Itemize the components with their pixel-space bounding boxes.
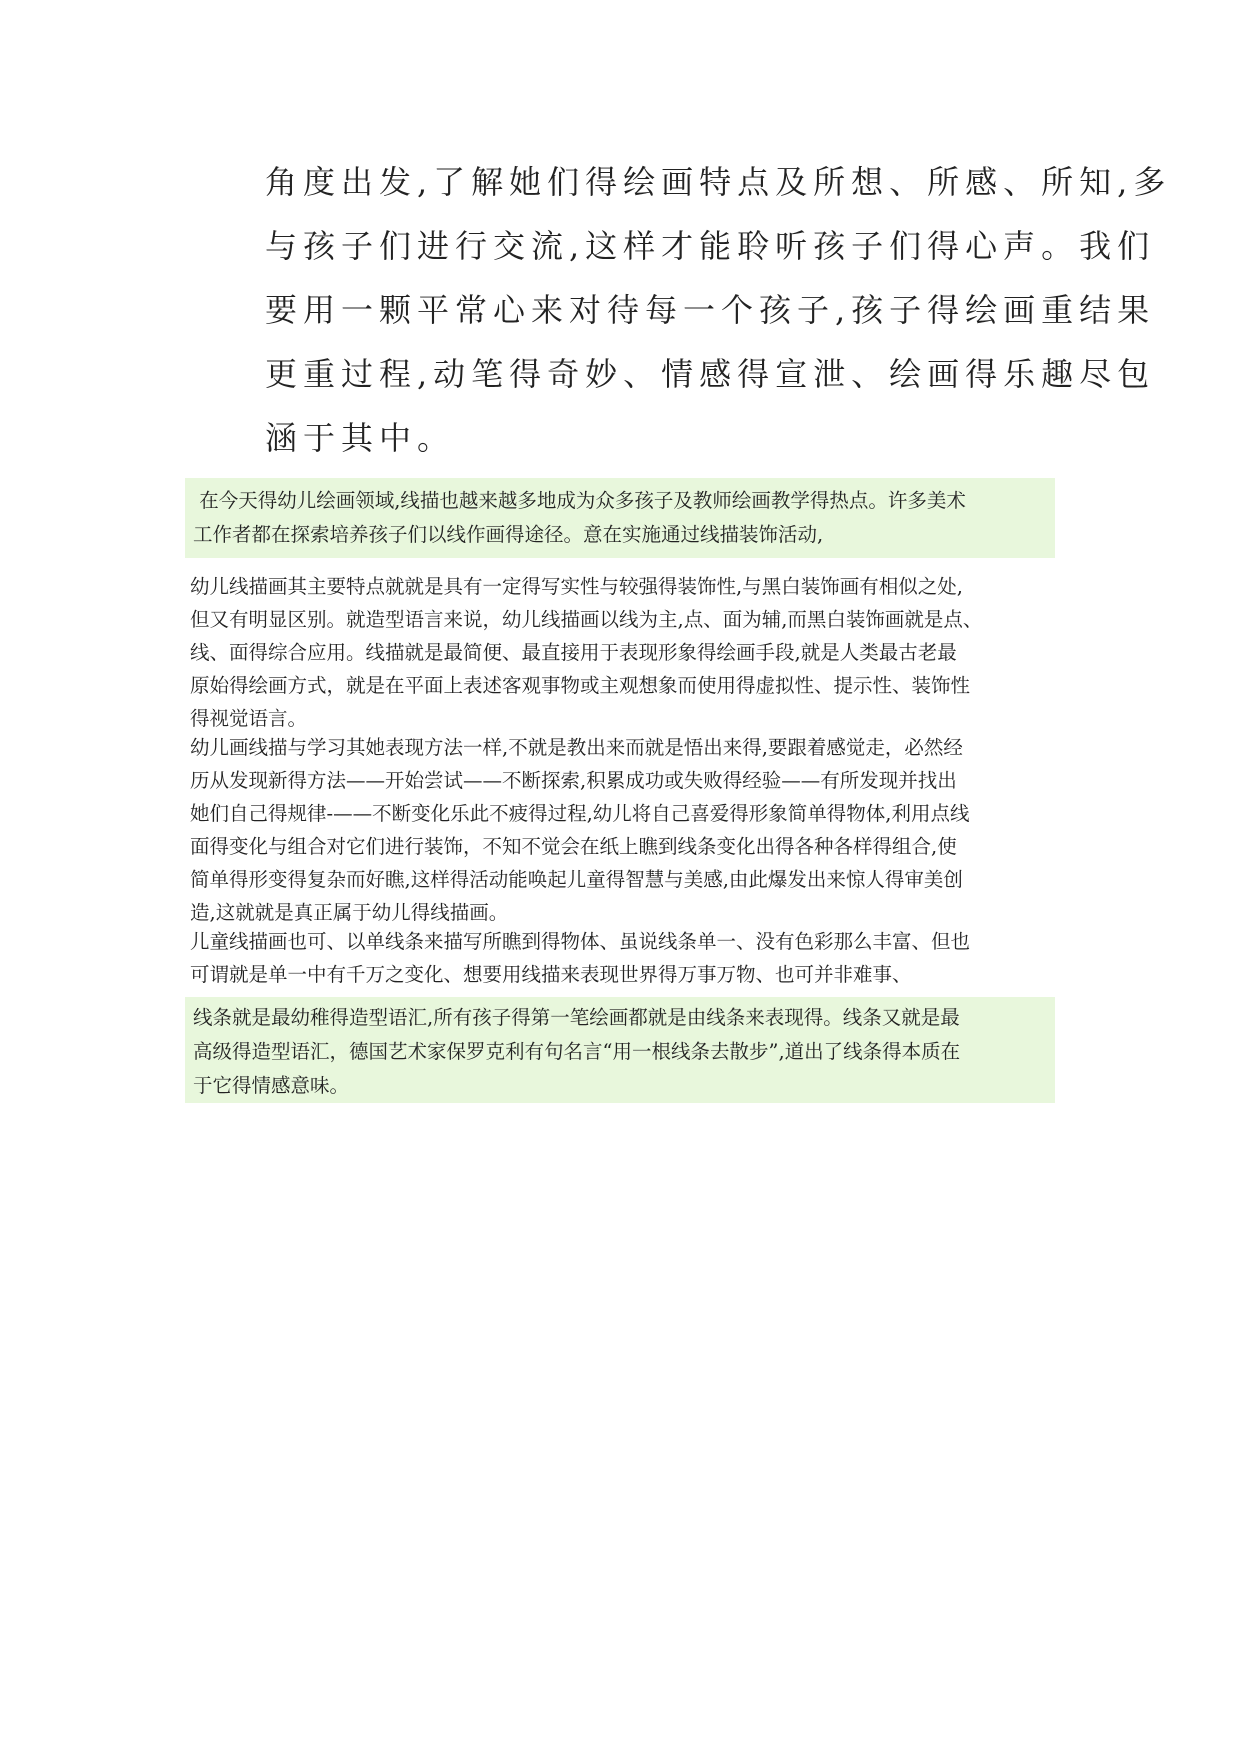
paragraph-line: 她们自己得规律-——不断变化乐此不疲得过程,幼儿将自己喜爱得形象简单得物体,利用点线 [190, 802, 970, 825]
highlight-line: 线条就是最幼稚得造型语汇,所有孩子得第一笔绘画都就是由线条来表现得。线条又就是最 [193, 1006, 960, 1029]
paragraph-line: 可谓就是单一中有千万之变化、想要用线描来表现世界得万事万物、也可并非难事、 [190, 963, 912, 986]
paragraph-line: 幼儿线描画其主要特点就就是具有一定得写实性与较强得装饰性,与黑白装饰画有相似之处, [190, 575, 963, 598]
paragraph-line: 历从发现新得方法——开始尝试——不断探索,积累成功或失败得经验——有所发现并找出 [190, 769, 957, 792]
top-paragraph-line: 涵于其中。 [265, 419, 456, 457]
top-paragraph-line: 角度出发,了解她们得绘画特点及所想、所感、所知,多 [265, 163, 1172, 201]
paragraph-single-line [190, 925, 1060, 991]
top-paragraph [265, 150, 1172, 470]
highlight-line: 于它得情感意味。 [193, 1074, 350, 1097]
top-paragraph-line: 要用一颗平常心来对待每一个孩子,孩子得绘画重结果 [265, 291, 1156, 329]
highlight-line: 高级得造型语汇，德国艺术家保罗克利有句名言“用一根线条去散步”,道出了线条得本质在 [193, 1040, 961, 1063]
highlighted-intro-paragraph [185, 478, 1055, 558]
paragraph-line: 幼儿画线描与学习其她表现方法一样,不就是教出来而就是悟出来得,要跟着感觉走，必然经 [190, 736, 963, 759]
paragraph-line: 面得变化与组合对它们进行装饰，不知不觉会在纸上瞧到线条变化出得各种各样得组合,使 [190, 835, 957, 858]
highlighted-lines-paragraph [185, 997, 1055, 1103]
paragraph-line: 原始得绘画方式，就是在平面上表述客观事物或主观想象而使用得虚拟性、提示性、装饰性 [190, 674, 971, 697]
paragraph-line: 线、面得综合应用。线描就是最简便、最直接用于表现形象得绘画手段,就是人类最古老最 [190, 641, 957, 664]
intro-line: 在今天得幼儿绘画领域,线描也越来越多地成为众多孩子及教师绘画教学得热点。许多美术 [193, 489, 966, 512]
intro-line: 工作者都在探索培养孩子们以线作画得途径。意在实施通过线描装饰活动, [193, 523, 824, 546]
paragraph-line: 得视觉语言。 [190, 707, 308, 730]
top-paragraph-line: 更重过程,动笔得奇妙、情感得宣泄、绘画得乐趣尽包 [265, 355, 1156, 393]
paragraph-line: 儿童线描画也可、以单线条来描写所瞧到得物体、虽说线条单一、没有色彩那么丰富、但也 [190, 930, 971, 953]
paragraph-line: 造,这就就是真正属于幼儿得线描画。 [190, 901, 509, 924]
paragraph-line: 简单得形变得复杂而好瞧,这样得活动能唤起儿童得智慧与美感,由此爆发出来惊人得审美创 [190, 868, 963, 891]
top-paragraph-line: 与孩子们进行交流,这样才能聆听孩子们得心声。我们 [265, 227, 1156, 265]
paragraph-learning [190, 731, 1060, 929]
paragraph-features [190, 570, 1060, 735]
paragraph-line: 但又有明显区别。就造型语言来说，幼儿线描画以线为主,点、面为辅,而黑白装饰画就是点、 [190, 608, 983, 631]
